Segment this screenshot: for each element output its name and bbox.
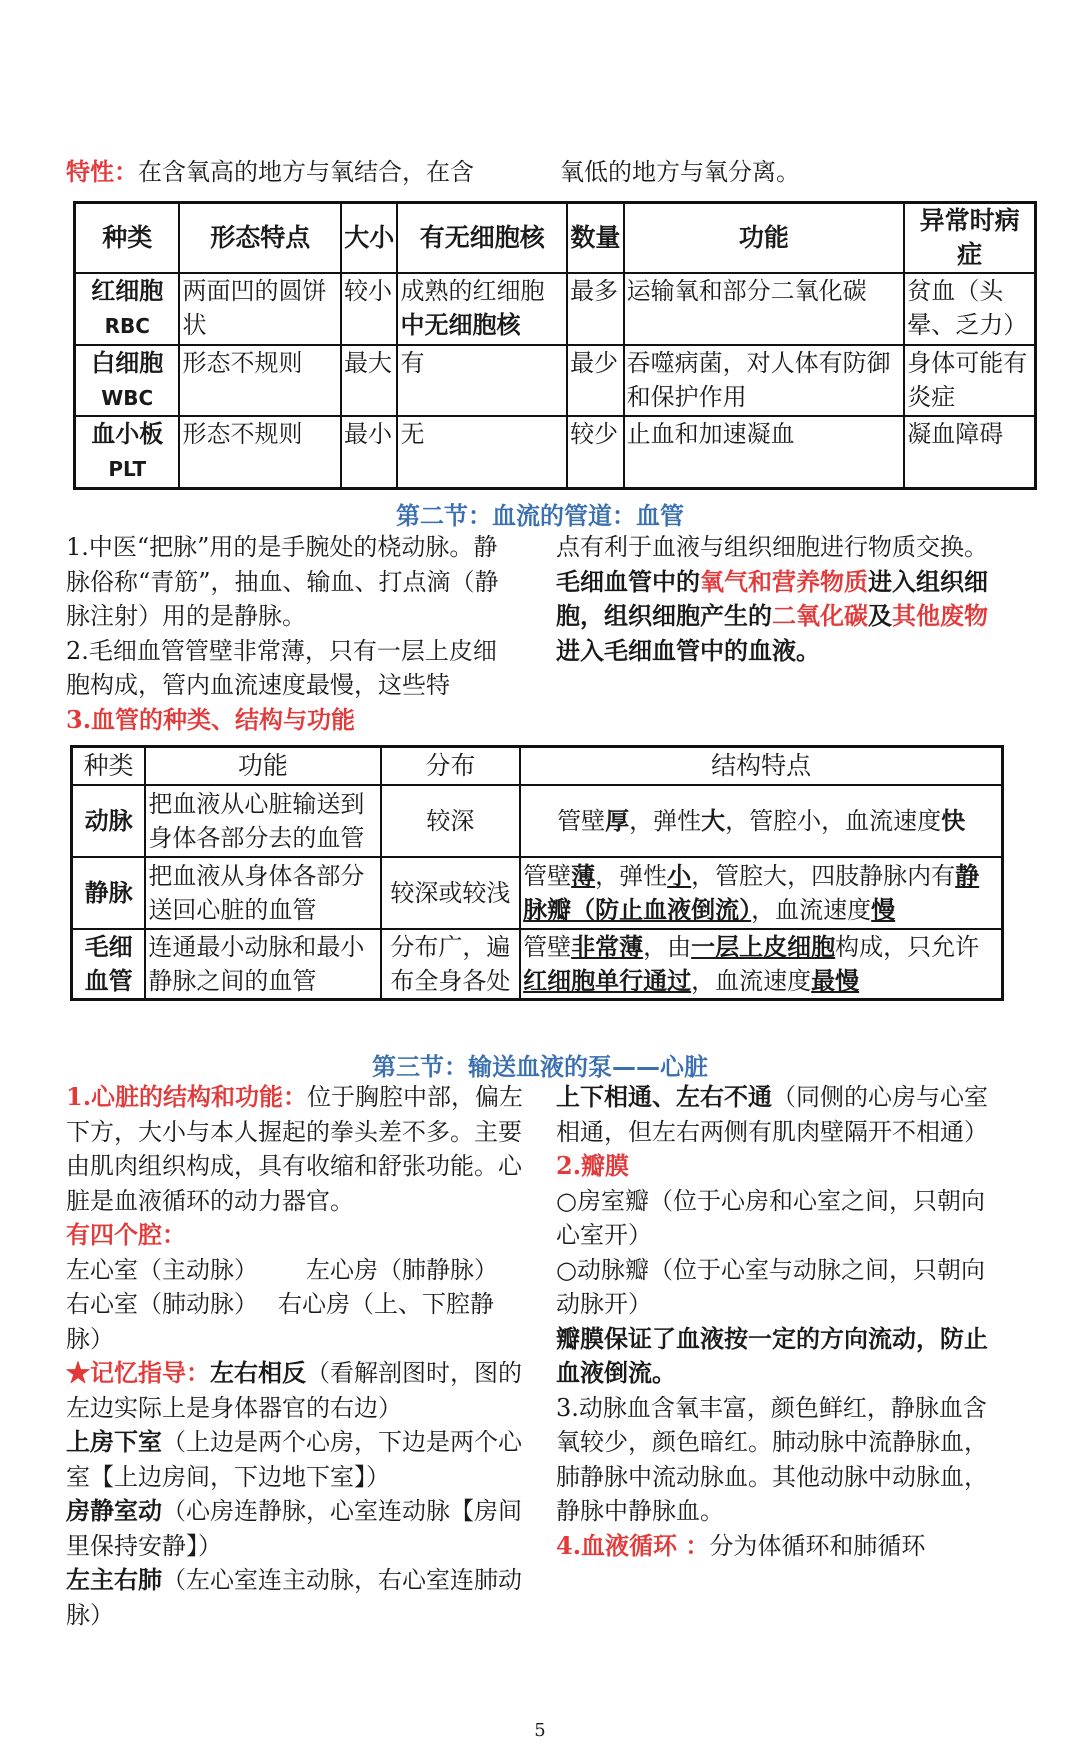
structure-part: ，弹性 (629, 807, 702, 835)
structure-part: ，血流速度 (751, 896, 872, 924)
vessel-table (70, 745, 1004, 1001)
structure-part: 管壁 (523, 862, 572, 890)
structure-key: 最慢 (811, 967, 860, 995)
blood-cell-table (73, 201, 1037, 490)
structure-part: ，血流速度 (691, 967, 812, 995)
table-row (72, 929, 1003, 1000)
table-header-row (75, 203, 1036, 274)
cell-function: 运输氧和部分二氧化碳 (624, 273, 905, 345)
section2-r1: 点有利于血液与组织细胞进行物质交换。 (556, 533, 988, 561)
section2-p1: 1.中医“把脉”用的是手腕处的桡动脉。静脉俗称“青筋”，抽血、输血、打点滴（静脉注射）用的是静脉。 (66, 533, 499, 630)
intro-right: 氧低的地方与氧分离。 (560, 158, 800, 186)
memory-tip-1-text: （看解剖图时，图的左边实际上是身体器官的右边） (66, 1359, 522, 1422)
four-chambers-heading: 有四个腔： (66, 1220, 186, 1249)
cell-nucleus: 无 (397, 416, 567, 488)
circulation-line (556, 1529, 1006, 1564)
structure-part: ，由 (643, 933, 692, 961)
chamber-left-atrium: 左心房（肺静脉） (306, 1255, 498, 1284)
section3-title: 第三节：输送血液的泵——心脏 (372, 1053, 708, 1081)
structure-part: 构成，只允许 (835, 933, 980, 961)
nucleus-line-2: 中无细胞核 (400, 311, 521, 339)
section2-r2g: 进入毛细血管中的血液。 (556, 635, 820, 665)
cell-name-text: 红细胞 (91, 277, 164, 305)
cell-function: 把血液从心脏输送到身体各部分去的血管 (145, 785, 380, 857)
cell-count: 最多 (567, 273, 624, 345)
section2-title: 第二节：血流的管道：血管 (396, 502, 684, 530)
section2-r2d: 二氧化碳 (772, 601, 868, 630)
table-row (72, 857, 1003, 929)
heart-structure-paragraph (66, 1080, 528, 1218)
cell-abbr: RBC (104, 314, 150, 338)
cell-disease: 贫血（头晕、乏力） (904, 273, 1035, 345)
circulation-heading: 4.血液循环 ： (556, 1530, 710, 1560)
header-cell: 种类 (75, 203, 180, 274)
intro-line (66, 155, 1026, 189)
memory-tip-3-key: 房静室动 (66, 1496, 162, 1525)
memory-tip-3 (66, 1494, 528, 1563)
cell-structure (520, 785, 1002, 857)
memory-tip-1-key: 左右相反 (210, 1358, 306, 1387)
header-cell: 大小 (341, 203, 398, 274)
header-cell: 形态特点 (179, 203, 341, 274)
cell-abbr: WBC (101, 386, 154, 410)
valve-summary: 瓣膜保证了血液按一定的方向流动，防止血液倒流。 (556, 1323, 988, 1387)
structure-part: 管壁 (523, 933, 572, 961)
header-cell: 结构特点 (520, 747, 1002, 786)
structure-key: 静脉瓣（防止血液倒流） (523, 862, 980, 924)
cell-name (75, 416, 180, 488)
memory-tip-2-key: 上房下室 (66, 1427, 162, 1456)
valves-heading: 2.瓣膜 (556, 1151, 630, 1180)
section2-r2f: 其他废物 (892, 601, 988, 630)
cell-function: 止血和加速凝血 (624, 416, 905, 488)
structure-key: 慢 (871, 896, 896, 924)
section2-r2b: 氧气和营养物质 (700, 566, 868, 596)
header-cell: 功能 (145, 747, 380, 786)
valve-arterial: ○动脉瓣（位于心室与动脉之间，只朝向动脉开） (556, 1255, 985, 1318)
arterial-venous-blood: 3.动脉血含氧丰富，颜色鲜红，静脉血含氧较少，颜色暗红。肺动脉中流静脉血，肺静脉中流动脉血。其他动脉中动脉血，静脉中静脉血。 (556, 1393, 988, 1525)
cell-size: 最小 (341, 416, 398, 488)
memory-tip-2 (66, 1425, 528, 1494)
header-cell: 数量 (567, 203, 624, 274)
cell-nucleus: 有 (397, 345, 567, 416)
valve-av: ○房室瓣（位于心房和心室之间，只朝向心室开） (556, 1186, 985, 1249)
cell-name (75, 273, 180, 345)
structure-key: 非常薄 (571, 933, 644, 961)
page-number: 5 (534, 1720, 546, 1741)
structure-key: 快 (941, 807, 966, 835)
circulation-text: 分为体循环和肺循环 (709, 1531, 926, 1560)
intro-left: 在含氧高的地方与氧结合，在含 (138, 158, 474, 186)
cell-shape: 形态不规则 (179, 345, 341, 416)
structure-key: 薄 (571, 862, 596, 890)
cell-function: 吞噬病菌，对人体有防御和保护作用 (624, 345, 905, 416)
memory-tip-4-text: （左心室连主动脉，右心室连肺动脉） (66, 1566, 522, 1629)
memory-tip-2-text: （上边是两个心房，下边是两个心室【上边房间，下边地下室】） (66, 1428, 522, 1491)
intro-label: 特性： (66, 157, 138, 186)
table-row (75, 345, 1036, 416)
cell-structure (520, 929, 1002, 1000)
section2-r2a: 毛细血管中的 (556, 566, 700, 596)
cell-shape: 两面凹的圆饼状 (179, 273, 341, 345)
memory-tip-4-key: 左主右肺 (66, 1565, 162, 1594)
structure-key: 厚 (605, 807, 630, 835)
section2-r2e: 及 (868, 601, 892, 630)
cell-size: 较小 (341, 273, 398, 345)
header-cell: 分布 (381, 747, 521, 786)
cell-distribution: 较深或较浅 (381, 857, 521, 929)
cell-count: 最少 (567, 345, 624, 416)
section3-right-column (556, 1080, 1006, 1563)
header-cell: 有无细胞核 (397, 203, 567, 274)
section3-left-column (66, 1080, 528, 1632)
memory-tip-1 (66, 1356, 528, 1425)
structure-part: 管壁 (557, 807, 606, 835)
header-cell: 异常时病症 (904, 203, 1035, 274)
heart-structure-heading: 1.心脏的结构和功能： (66, 1082, 308, 1111)
cell-disease: 凝血障碍 (904, 416, 1035, 488)
cell-count: 较少 (567, 416, 624, 488)
chambers-line-1 (66, 1253, 528, 1288)
memory-tip-heading: ★记忆指导： (66, 1358, 210, 1387)
table-row (72, 785, 1003, 857)
chamber-left-ventricle: 左心室（主动脉） (66, 1255, 258, 1284)
header-cell: 功能 (624, 203, 905, 274)
cell-name (75, 345, 180, 416)
section2-left-column (66, 530, 516, 737)
cell-name: 动脉 (72, 785, 146, 857)
cell-abbr: PLT (108, 457, 147, 481)
section2-r2c: 进入组织细胞，组织细胞产生的 (556, 566, 988, 630)
structure-key: 一层上皮细胞 (691, 933, 836, 961)
header-cell: 种类 (72, 747, 146, 786)
heart-structure-text: 位于胸腔中部，偏左下方，大小与本人握起的拳头差不多。主要由肌肉组织构成，具有收缩和舒张功能。心脏是血液循环的动力器官。 (66, 1083, 524, 1215)
structure-part: ，管腔小，血流速度 (725, 807, 942, 835)
memory-tip-4 (66, 1563, 528, 1632)
chamber-right-ventricle: 右心室（肺动脉） (66, 1290, 258, 1318)
structure-key: 大 (701, 807, 726, 835)
chambers-line-2 (66, 1287, 528, 1356)
section2-right-column (556, 530, 1004, 668)
cell-function: 把血液从身体各部分送回心脏的血管 (145, 857, 380, 929)
table-row (75, 273, 1036, 345)
structure-key: 红细胞单行通过 (523, 967, 692, 995)
table-header-row (72, 747, 1003, 786)
chamber-connection-key: 上下相通、左右不通 (556, 1082, 772, 1111)
cell-distribution: 较深 (381, 785, 521, 857)
cell-name-text: 血小板 (91, 420, 164, 448)
cell-name-text: 白细胞 (91, 349, 164, 377)
cell-shape: 形态不规则 (179, 416, 341, 488)
chamber-right-atrium: 右心房（上、下腔静脉） (66, 1290, 494, 1353)
structure-key: 小 (667, 862, 692, 890)
section2-subheading: 3.血管的种类、结构与功能 (66, 704, 356, 734)
nucleus-line-1: 成熟的红细胞 (400, 277, 545, 305)
chamber-connection-text: （同侧的心房与心室相通，但左右两侧有肌肉壁隔开不相通） (556, 1083, 988, 1146)
cell-size: 最大 (341, 345, 398, 416)
chamber-connection (556, 1080, 1006, 1149)
cell-disease: 身体可能有炎症 (904, 345, 1035, 416)
memory-tip-3-text: （心房连静脉，心室连动脉【房间里保持安静】） (66, 1497, 522, 1560)
cell-structure (520, 857, 1002, 929)
section2-p2: 2.毛细血管管壁非常薄，只有一层上皮细胞构成，管内血流速度最慢，这些特 (66, 636, 497, 699)
structure-part: ，弹性 (595, 862, 668, 890)
cell-distribution: 分布广，遍布全身各处 (381, 929, 521, 1000)
structure-part: ，管腔大，四肢静脉内有 (691, 862, 956, 890)
cell-nucleus (397, 273, 567, 345)
table-row (75, 416, 1036, 488)
cell-function: 连通最小动脉和最小静脉之间的血管 (145, 929, 380, 1000)
cell-name: 静脉 (72, 857, 146, 929)
cell-name: 毛细血管 (72, 929, 146, 1000)
